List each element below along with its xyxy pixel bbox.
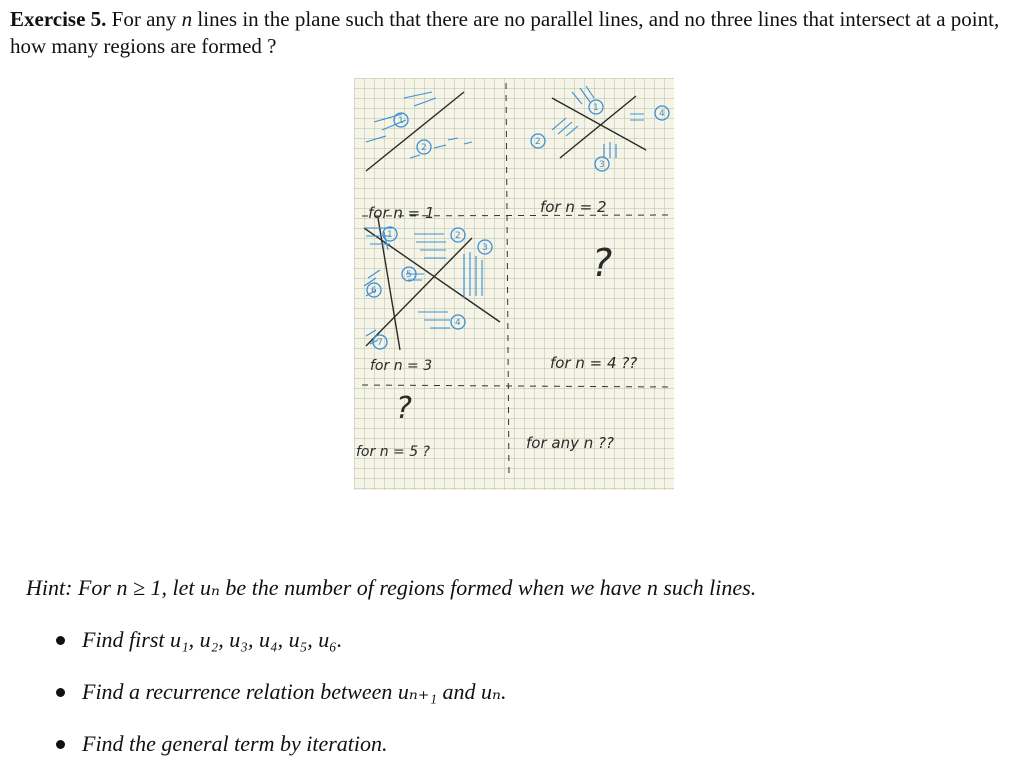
caption-n1: for n = 1	[368, 204, 435, 222]
n3-region-1-label: 1	[387, 230, 393, 240]
caption-n4: for n = 4 ??	[550, 354, 638, 372]
n1-region-1-label: 1	[398, 116, 404, 126]
divider-middle	[362, 385, 672, 387]
n2-region-4-label: 4	[659, 109, 665, 119]
hint-paragraph	[26, 574, 1006, 602]
n3-region-4-label: 4	[455, 318, 461, 328]
bullet-text: Find first u₁, u₂, u₃, u₄, u₅, u₆.	[82, 627, 343, 652]
vertical-divider	[506, 83, 509, 478]
caption-n2: for n = 2	[540, 198, 607, 216]
hint-bullet-list	[56, 626, 506, 782]
caption-n5: for n = 5 ?	[356, 444, 430, 460]
hint-label: Hint:	[26, 575, 73, 600]
caption-n3: for n = 3	[370, 358, 433, 374]
handwritten-figure	[354, 78, 674, 490]
bullet-text: Find a recurrence relation between uₙ₊₁ and uₙ.	[82, 679, 507, 704]
caption-any-n: for any n ??	[526, 434, 614, 452]
n3-region-3-label: 3	[482, 243, 488, 253]
bullet-item	[56, 678, 506, 730]
n1-region-2-label: 2	[421, 143, 427, 153]
sketch-canvas	[354, 78, 674, 490]
hint-text: For n ≥ 1, let uₙ be the number of regions formed when we have n such lines.	[77, 575, 757, 600]
n2-line-a	[552, 98, 646, 150]
exercise-label: Exercise 5.	[10, 7, 107, 31]
exercise-statement	[10, 6, 1015, 60]
n2-region-2-label: 2	[535, 137, 541, 147]
bullet-item	[56, 730, 506, 782]
n3-region-2-label: 2	[455, 231, 461, 241]
n4-question-mark: ?	[592, 241, 613, 285]
bullet-dot-icon	[56, 636, 65, 645]
n3-region-5-label: 5	[406, 270, 412, 280]
n2-region-3-label: 3	[599, 160, 605, 170]
n5-question-mark: ?	[396, 391, 412, 426]
n3-region-6-label: 6	[371, 286, 377, 296]
n2-hatching	[552, 86, 644, 158]
exercise-text-2: lines in the plane such that there are no parallel lines, and no three lines that intersect at a point, how many regions are formed ?	[10, 7, 1000, 58]
n3-region-7-label: 7	[377, 338, 383, 348]
n1-line	[366, 92, 464, 171]
bullet-text: Find the general term by iteration.	[82, 731, 388, 756]
bullet-item	[56, 626, 506, 678]
bullet-dot-icon	[56, 740, 65, 749]
n1-hatching	[366, 92, 472, 158]
bullet-dot-icon	[56, 688, 65, 697]
exercise-text-1: For any	[111, 7, 177, 31]
exercise-var-n: n	[181, 7, 193, 31]
n2-region-1-label: 1	[593, 103, 599, 113]
